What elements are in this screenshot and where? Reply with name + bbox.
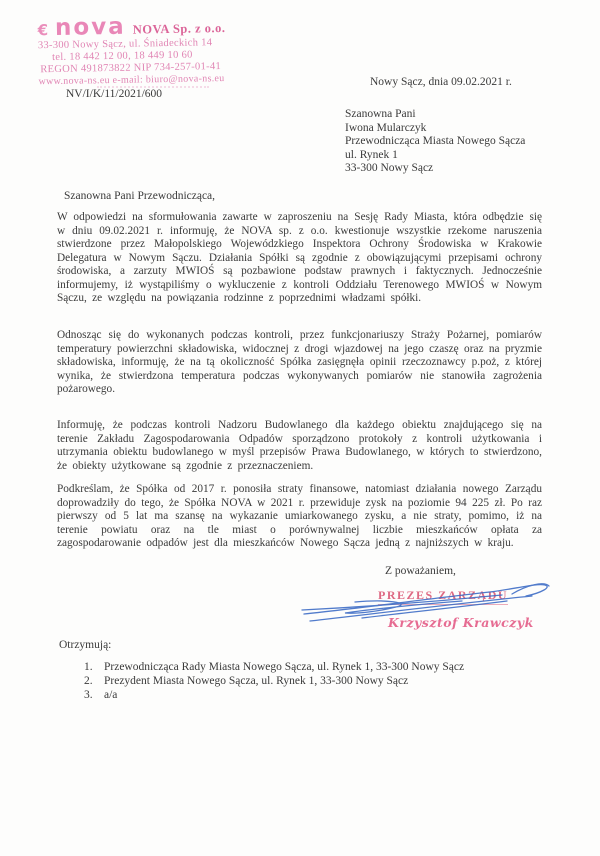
place-and-date: Nowy Sącz, dnia 09.02.2021 r. xyxy=(370,76,512,88)
distribution-heading: Otrzymują: xyxy=(59,639,112,651)
body-paragraph: Podkreślam, że Spółka od 2017 r. ponosiła straty finansowe, natomiast działania nowego Zarządu doprowadziły do tego, że Spółka NOVA w 2021 r. przewiduje zysk na poziomie 94 225 zł. Po raz pierwszy od 5 lat ma szansę na wykazanie umiarkowanego zysku, a nie straty, pomimo, iż na terenie powiatu oraz na tle miast o porównywalnej liczbie mieszkańców opłata za zagospodarowanie odpadów jest dla mieszkańców Nowego Sącza jedną z najniższych w kraju. xyxy=(57,483,542,549)
valediction: Z poważaniem, xyxy=(385,565,456,577)
distribution-item-text: Przewodnicząca Rady Miasta Nowego Sącza, ul. Rynek 1, 33-300 Nowy Sącz xyxy=(104,661,465,673)
company-web-email: www.nova-ns.eu e-mail: biuro@nova-ns.eu xyxy=(38,72,225,87)
distribution-item-number: 3. xyxy=(84,688,93,701)
recipient-line: 33-300 Nowy Sącz xyxy=(345,162,434,175)
distribution-item-number: 2. xyxy=(84,674,93,687)
nova-logo: nova xyxy=(54,13,126,41)
body-paragraph: Informuję, że podczas kontroli Nadzoru Budowlanego dla każdego obiektu znajdującego się na terenie Zakładu Zagospodarowania Odpadów sporządzono protokoły z kontroli użytkowania i utrzymania obiektu budowlanego w myśl przepisów Prawa Budowlanego, w których to stwierdzono, że obiekty użytkowane są zgodnie z przeznaczeniem. xyxy=(57,419,542,472)
distribution-item xyxy=(84,675,464,689)
letterhead-stamp xyxy=(37,14,298,88)
letterhead-logo-row xyxy=(37,14,297,40)
distribution-item-text: Prezydent Miasta Nowego Sącza, ul. Rynek 1, 33-300 Nowy Sącz xyxy=(104,674,409,687)
distribution-item xyxy=(84,661,464,675)
company-name: NOVA Sp. z o.o. xyxy=(132,20,226,37)
body-paragraph: W odpowiedzi na sformułowania zawarte w zaproszeniu na Sesję Rady Miasta, która odbędzie się w dniu 09.02.2021 r. informuję, że NOVA sp. z o.o. kwestionuje wszystkie rzekome naruszenia stwierdzone przez Małopolskiego Wojewódzkiego Inspektora Ochrony Środowiska w Krakowie Delegatura w Nowym Sączu. Działania Spółki są zgodnie z obowiązującymi przepisami ochrony środowiska, a zarzuty MWIOŚ są pozbawione podstaw prawnych i faktycznych. Jednocześnie informujemy, iż wystąpiliśmy o wykluczenie z kontroli Oddziału Terenowego MWIOŚ w Nowym Sączu, ze względu na powiązania rodzinne z poprzednimi władzami spółki. xyxy=(57,211,542,304)
distribution-item xyxy=(84,689,464,703)
recipient-line: ul. Rynek 1 xyxy=(345,148,398,161)
distribution-item-text: a/a xyxy=(104,688,118,701)
recipient-line: Przewodnicząca Miasta Nowego Sącza xyxy=(345,135,526,148)
recipient-line: Iwona Mularczyk xyxy=(345,121,427,134)
distribution-list xyxy=(84,661,464,702)
nova-logo-euro-icon: € xyxy=(37,21,49,40)
company-phone: tel. 18 442 12 00, 18 449 10 60 xyxy=(52,49,193,63)
distribution-item-number: 1. xyxy=(84,661,93,673)
recipient-line: Szanowna Pani xyxy=(345,108,416,120)
company-regon-nip: REGON 491873822 NIP 734-257-01-41 xyxy=(40,60,222,75)
recipient-block xyxy=(345,108,525,176)
president-stamp-title: PREZES ZARZĄDU xyxy=(378,588,508,605)
salutation: Szanowna Pani Przewodnicząca, xyxy=(64,190,216,202)
body-paragraph: Odnosząc się do wykonanych podczas kontroli, przez funkcjonariuszy Straży Pożarnej, pomiarów temperatury powierzchni składowiska, widocznej z drogi wjazdowej na jego czaszę oraz na pryzmie składowiska, informuję, że na tą okoliczność Spółka zasięgnęła opinii rzeczoznawcy p.poż, z której wynika, że stwierdzona temperatura podczas wykonywanych pomiarów nie stanowiła zagrożenia pożarowego. xyxy=(57,329,542,395)
signer-name: Krzysztof Krawczyk xyxy=(388,615,534,630)
reference-number: NV/I/K/11/2021/600 xyxy=(66,88,163,100)
company-address: 33-300 Nowy Sącz, ul. Śniadeckich 14 xyxy=(37,36,213,51)
